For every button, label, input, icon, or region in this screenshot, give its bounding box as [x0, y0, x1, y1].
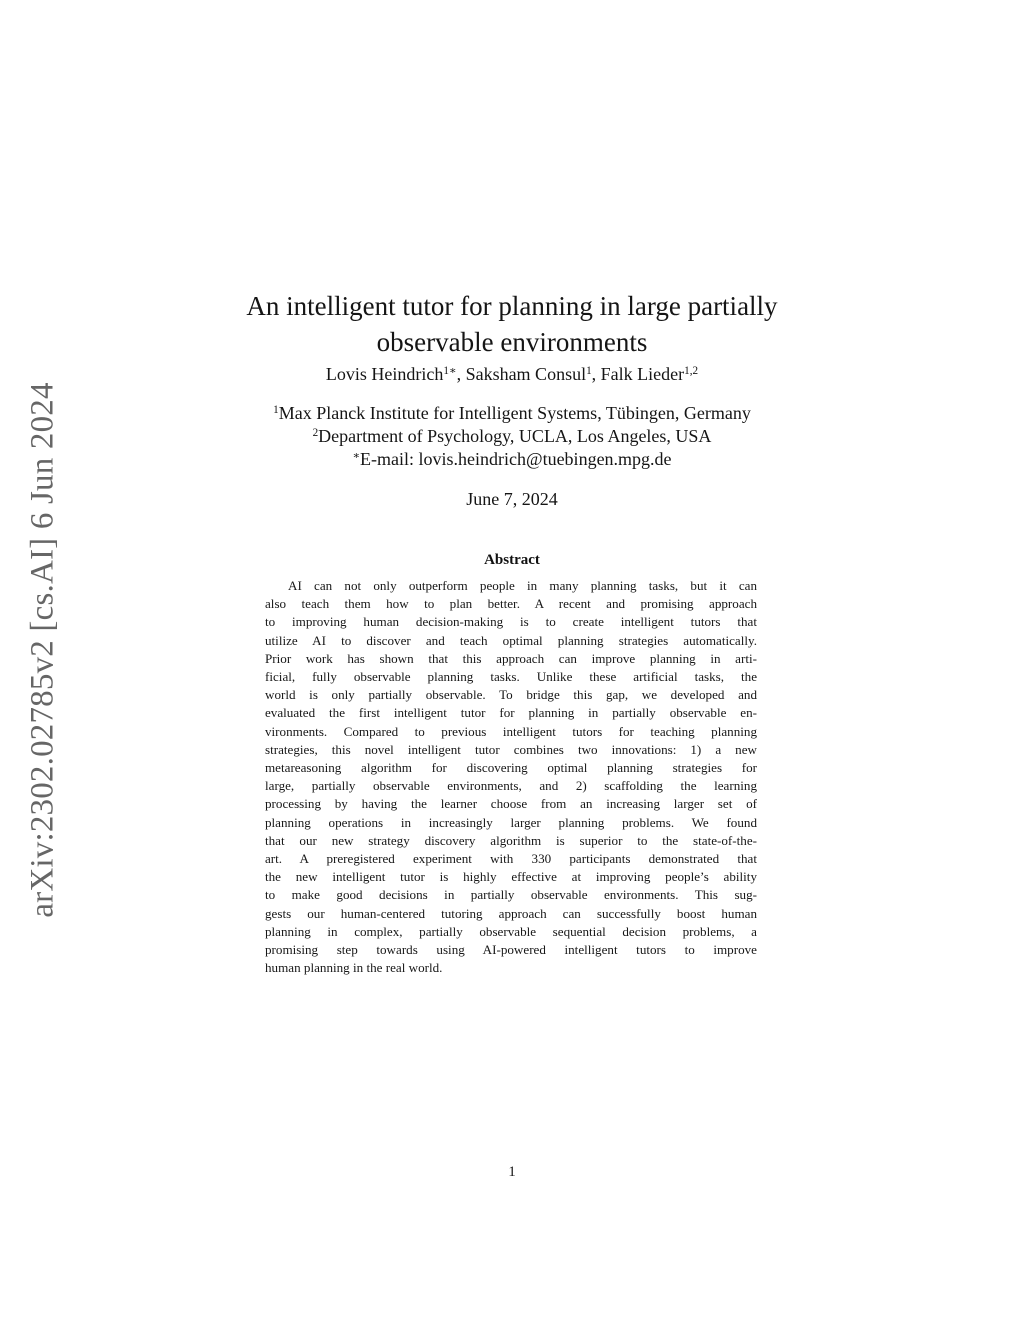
paper-title-line: observable environments	[376, 327, 648, 358]
affiliation-block	[210, 402, 814, 471]
author-name: Saksham Consul	[465, 364, 587, 384]
affiliation-line	[210, 425, 814, 448]
abstract-line: gests our human-centered tutoring approach can successfully boost human	[265, 905, 757, 921]
abstract-line: world is only partially observable. To bridge this gap, we developed and	[265, 687, 757, 703]
abstract-line: vironments. Compared to previous intelligent tutors for teaching planning	[265, 723, 757, 739]
abstract-line: large, partially observable environments, and 2) scaffolding the learning	[265, 778, 757, 794]
abstract-heading: Abstract	[484, 552, 540, 568]
abstract-line: to make good decisions in partially observable environments. This sug-	[265, 887, 757, 903]
affiliation-marker: 1	[273, 403, 279, 416]
email-marker: ∗	[352, 449, 361, 462]
affiliation-text: Department of Psychology, UCLA, Los Angeles, USA	[318, 426, 712, 446]
affiliation-line	[210, 402, 814, 425]
publication-date: June 7, 2024	[466, 489, 558, 509]
author-separator: ,	[456, 364, 466, 384]
abstract-body	[265, 577, 757, 977]
abstract-line: also teach them how to plan better. A recent and promising approach	[265, 596, 757, 612]
abstract-line: the new intelligent tutor is highly effective at improving people’s ability	[265, 869, 757, 885]
abstract-line: planning in complex, partially observable sequential decision problems, a	[265, 923, 757, 939]
abstract-line: processing by having the learner choose from an increasing larger set of	[265, 796, 757, 812]
author-name: Lovis Heindrich	[325, 364, 444, 384]
paper-title	[190, 288, 834, 360]
page-number: 1	[508, 1164, 516, 1180]
abstract-line: evaluated the first intelligent tutor for planning in partially observable en-	[265, 705, 757, 721]
corresponding-email: E-mail: lovis.heindrich@tuebingen.mpg.de	[360, 449, 672, 469]
abstract-line: human planning in the real world.	[265, 960, 443, 976]
abstract-line: planning operations in increasingly larger planning problems. We found	[265, 814, 757, 830]
author-list	[250, 362, 774, 386]
author-affiliation-marker: 1	[586, 364, 592, 377]
author-affiliation-marker: 1,2	[684, 364, 699, 377]
abstract-line: strategies, this novel intelligent tutor combines two innovations: 1) a new	[265, 741, 757, 757]
abstract-line: metareasoning algorithm for discovering optimal planning strategies for	[265, 760, 757, 776]
abstract-line: Prior work has shown that this approach can improve planning in arti-	[265, 650, 757, 666]
affiliation-text: Max Planck Institute for Intelligent Systems, Tübingen, Germany	[278, 403, 751, 423]
arxiv-side-label: arXiv:2302.02785v2 [cs.AI] 6 Jun 2024	[24, 382, 61, 918]
author-separator: ,	[591, 364, 601, 384]
author-affiliation-marker: 1∗	[443, 364, 457, 377]
paper-title-line: An intelligent tutor for planning in large partially	[246, 291, 778, 322]
affiliation-marker: 2	[312, 426, 319, 439]
abstract-line: utilize AI to discover and teach optimal planning strategies automatically.	[265, 632, 757, 648]
abstract-line: to improving human decision-making is to create intelligent tutors that	[265, 614, 757, 630]
abstract-line: that our new strategy discovery algorithm is superior to the state-of-the-	[265, 832, 757, 848]
abstract-line: AI can not only outperform people in many planning tasks, but it can	[288, 578, 757, 593]
author-name: Falk Lieder	[600, 364, 685, 384]
abstract-line: ficial, fully observable planning tasks. Unlike these artificial tasks, the	[265, 669, 757, 685]
abstract-line: promising step towards using AI-powered intelligent tutors to improve	[265, 942, 757, 958]
corresponding-email-line	[210, 448, 814, 471]
abstract-line: art. A preregistered experiment with 330 participants demonstrated that	[265, 851, 757, 867]
